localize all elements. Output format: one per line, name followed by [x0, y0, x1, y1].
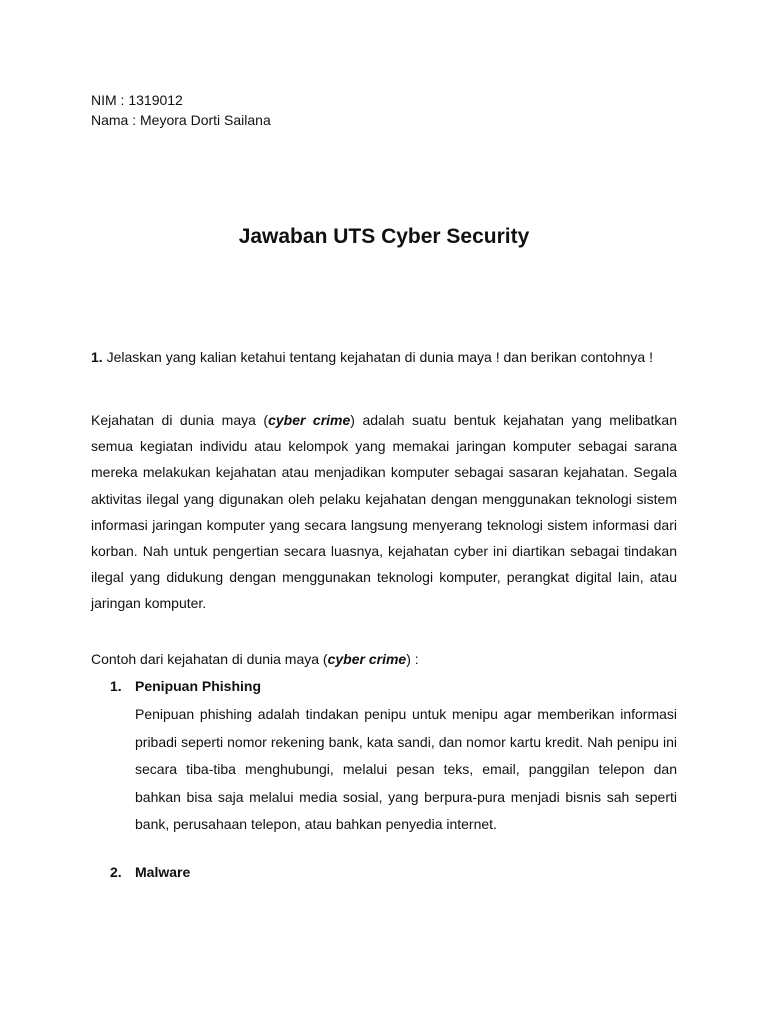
question-number: 1. — [91, 349, 103, 365]
intro-text-after: ) : — [406, 651, 419, 667]
answer-paragraph — [91, 407, 677, 617]
question-1 — [91, 347, 677, 368]
answer-text-before: Kejahatan di dunia maya ( — [91, 412, 269, 428]
examples-intro — [91, 649, 419, 669]
student-nim: NIM : 1319012 — [91, 92, 183, 108]
answer-term: cyber crime — [268, 412, 351, 428]
student-name: Nama : Meyora Dorti Sailana — [91, 112, 271, 128]
example-item-2 — [110, 862, 190, 882]
document-title: Jawaban UTS Cyber Security — [238, 225, 530, 248]
item-number: 1. — [110, 678, 122, 694]
question-text: Jelaskan yang kalian ketahui tentang kejahatan di dunia maya ! dan berikan contohnya ! — [102, 349, 653, 365]
student-info — [91, 90, 271, 130]
intro-term: cyber crime — [327, 651, 407, 667]
intro-text-before: Contoh dari kejahatan di dunia maya ( — [91, 651, 328, 667]
item-heading: Malware — [135, 864, 191, 880]
item-heading: Penipuan Phishing — [135, 678, 262, 694]
item-number: 2. — [110, 864, 122, 880]
answer-text-after: ) adalah suatu bentuk kejahatan yang melibatkan semua kegiatan individu atau kelompok yang memakai jaringan komputer sebagai sarana mereka melakukan kejahatan atau menjadikan komputer sebagai sasaran kejahatan. Segala aktivitas ilegal yang digunakan oleh pelaku kejahatan dengan menggunakan teknologi sistem informasi jaringan komputer yang secara langsung menyerang teknologi sistem informasi dari korban. Nah untuk pengertian secara luasnya, kejahatan cyber ini diartikan sebagai tindakan ilegal yang didukung dengan menggunakan teknologi komputer, perangkat digital lain, atau jaringan komputer. — [91, 412, 678, 612]
item-body: Penipuan phishing adalah tindakan penipu untuk menipu agar memberikan informasi pribadi seperti nomor rekening bank, kata sandi, dan nomor kartu kredit. Nah penipu ini secara tiba-tiba menghubungi, melalui pesan teks, email, panggilan telepon dan bahkan bisa saja melalui media sosial, yang berpura-pura menjadi bisnis sah seperti bank, perusahaan telepon, atau bahkan penyedia internet. — [135, 706, 677, 832]
example-item-1 — [110, 676, 261, 696]
